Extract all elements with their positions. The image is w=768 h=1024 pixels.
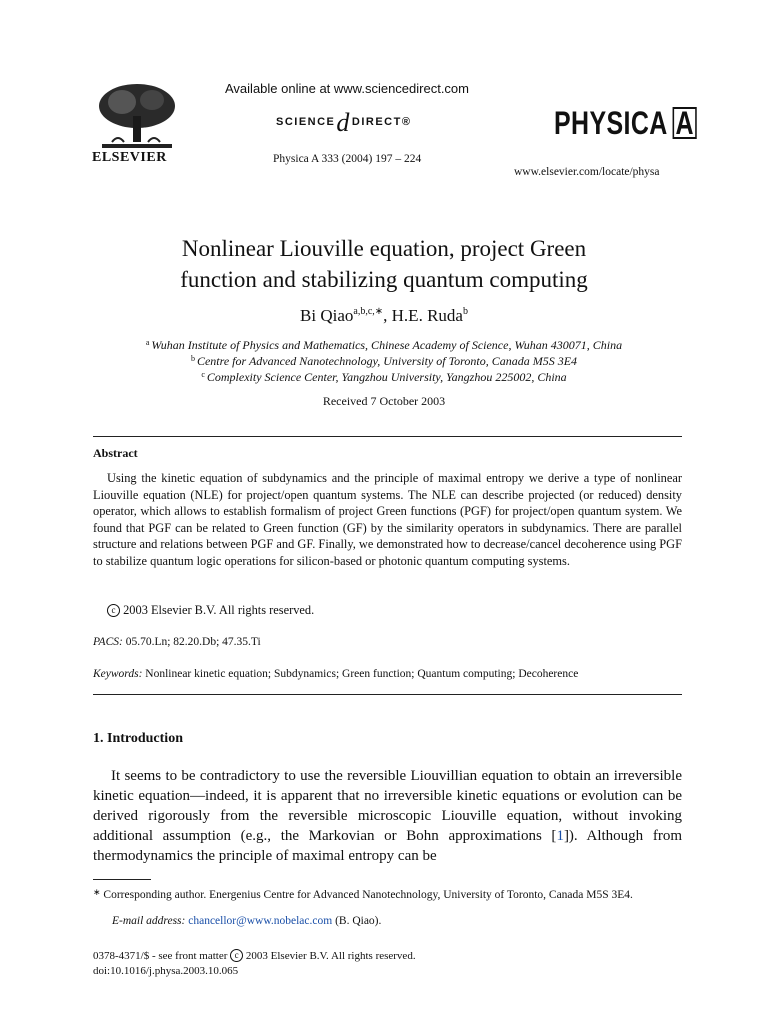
affiliation-mark: c: [201, 370, 205, 379]
keywords-line: [93, 668, 578, 680]
footnote-rule: [93, 879, 151, 880]
doi-line[interactable]: doi:10.1016/j.physa.2003.10.065: [93, 965, 239, 977]
issn-block: [93, 949, 416, 979]
author-2-marks: b: [462, 306, 468, 317]
title-line-1: Nonlinear Liouville equation, project Green: [181, 236, 587, 261]
abstract-top-rule: [93, 436, 682, 437]
affiliation-text: Centre for Advanced Nanotechnology, University of Toronto, Canada M5S 3E4: [196, 354, 578, 368]
pacs-label: PACS:: [93, 636, 123, 648]
email-line: [112, 915, 381, 927]
body-text-part-1: It seems to be contradictory to use the reversible Liouvillian equation to obtain an irreversible kinetic equation—indeed, it is apparent that no irreversible kinetic equations or evolution can be derived rigorously from the reversible microscopic Liouville equation, without invoking additional assumption (e.g., the Markovian or Bohn approximations [: [93, 768, 682, 844]
sd-at-icon: d: [336, 108, 351, 137]
affiliation-b: [0, 354, 768, 369]
keywords-values: Nonlinear kinetic equation; Subdynamics; Green function; Quantum computing; Decoherence: [145, 668, 579, 680]
body-text-part-2: ]). Although from thermodynamics the principle of maximal entropy can be: [93, 828, 682, 864]
affiliation-text: Complexity Science Center, Yangzhou University, Yangzhou 225002, China: [206, 370, 567, 384]
issn-text: 0378-4371/$ - see front matter: [93, 950, 228, 962]
abstract-heading: Abstract: [93, 446, 138, 460]
pacs-values: 05.70.Ln; 82.20.Db; 47.35.Ti: [125, 636, 261, 648]
article-title: [0, 233, 768, 295]
affiliation-mark: b: [190, 354, 195, 363]
bottom-copyright: 2003 Elsevier B.V. All rights reserved.: [245, 950, 416, 962]
footnote-mark: ∗: [93, 887, 101, 897]
affiliation-a: [0, 338, 768, 353]
email-label: E-mail address:: [112, 915, 186, 927]
available-online-text[interactable]: Available online at www.sciencedirect.com: [225, 81, 469, 96]
affiliation-mark: a: [145, 338, 150, 347]
footnote: [93, 885, 682, 903]
section-heading: 1. Introduction: [93, 731, 183, 746]
pacs-line: [93, 636, 261, 648]
author-2: H.E. Ruda: [391, 306, 463, 325]
reference-link[interactable]: 1: [556, 828, 564, 844]
publisher-name: ELSEVIER: [92, 150, 167, 165]
title-line-2: function and stabilizing quantum computing: [180, 267, 588, 292]
journal-letter: A: [672, 107, 697, 139]
journal-citation: Physica A 333 (2004) 197 – 224: [273, 153, 422, 165]
keywords-label: Keywords:: [93, 668, 143, 680]
abstract-bottom-rule: [93, 694, 682, 695]
abstract-copyright: [107, 603, 314, 618]
author-1-marks: a,b,c,∗: [353, 306, 384, 317]
sd-right: DIRECT®: [351, 116, 412, 128]
copyright-icon: c: [107, 604, 120, 617]
author-list: Bi Qiao$^{a,b,c,∗}$, H.E. Ruda$^b$: [300, 306, 468, 325]
email-link[interactable]: chancellor@www.nobelac.com: [188, 915, 333, 927]
author-1: Bi Qiao: [300, 306, 354, 325]
affiliation-text: Wuhan Institute of Physics and Mathematics, Chinese Academy of Science, Wuhan 430071, China: [151, 338, 623, 352]
email-suffix: (B. Qiao).: [335, 915, 382, 927]
footnote-text: Corresponding author. Energenius Centre for Advanced Nanotechnology, University of Toronto, Canada M5S 3E4.: [103, 889, 633, 901]
sd-left: SCIENCE: [276, 116, 336, 128]
affiliation-c: [0, 370, 768, 385]
journal-url[interactable]: www.elsevier.com/locate/physa: [514, 166, 660, 178]
sciencedirect-logo: [276, 108, 411, 138]
copyright-text: 2003 Elsevier B.V. All rights reserved.: [123, 603, 315, 617]
abstract-text: Using the kinetic equation of subdynamics and the principle of maximal entropy we derive a type of nonlinear Liouville equation (NLE) for project/open quantum systems. The NLE can describe projected (or reduced) density operator, which allows to establish formalism of project Green functions (PGF) for project/open quantum system. We found that PGF can be related to Green function (GF) by the similarity operators in subdynamics. There are parallel structure and relations between PGF and GF. Finally, we demonstrated how to decrease/cancel decoherence using PGF to stabilize quantum logic operations for silicon-based or photonic quantum computing systems.: [93, 471, 682, 568]
journal-logo: [554, 105, 697, 142]
received-date: Received 7 October 2003: [322, 394, 446, 408]
issn-line: [93, 949, 416, 964]
journal-name: PHYSICA: [554, 105, 668, 141]
section-body: [93, 766, 682, 866]
copyright-icon: c: [230, 949, 243, 962]
